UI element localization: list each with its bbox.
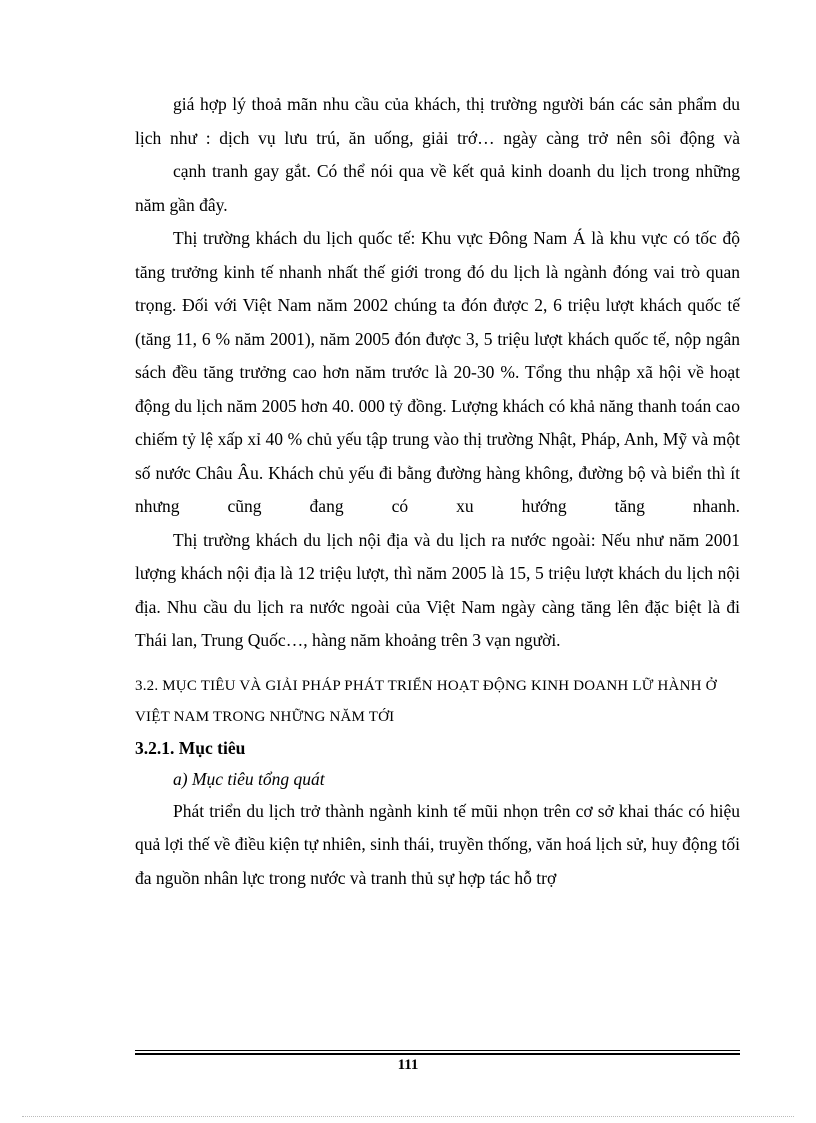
page-number: 111 <box>397 1057 419 1073</box>
subsection-heading: 3.2.1. Mục tiêu <box>135 737 246 758</box>
page-content <box>135 88 740 895</box>
paragraph-4: Phát triển du lịch trở thành ngành kinh tế mũi nhọn trên cơ sở khai thác có hiệu quả lợi thế về điều kiện tự nhiên, sinh thái, truyền thống, văn hoá lịch sử, huy động tối đa nguồn nhân lực trong nước và tranh thủ sự hợp tác hỗ trợ <box>135 800 740 888</box>
footer-rule-thick <box>135 1053 740 1055</box>
paragraph-1a: giá hợp lý thoả mãn nhu cầu của khách, thị trường người bán các sản phẩm du lịch như : dịch vụ lưu trú, ăn uống, giải trớ… ngày càng trở nên sôi động và <box>135 94 740 148</box>
paragraph-2: Thị trường khách du lịch quốc tế: Khu vực Đông Nam Á là khu vực có tốc độ tăng trưởng kinh tế nhanh nhất thế giới trong đó du lịch là ngành đóng vai trò quan trọng. Đối với Việt Nam năm 2002 chúng ta đón được 2, 6 triệu lượt khách quốc tế (tăng 11, 6 % năm 2001), năm 2005 đón được 3, 5 triệu lượt khách quốc tế, nộp ngân sách đều tăng trưởng cao hơn năm trước là 20-30 %. Tổng thu nhập xã hội về hoạt động du lịch năm 2005 hơn 40. 000 tỷ đồng. Lượng khách có khả năng thanh toán cao chiếm tỷ lệ xấp xỉ 40 % chủ yếu tập trung vào thị trường Nhật, Pháp, Anh, Mỹ và một số nước Châu Âu. Khách chủ yếu đi bằng đường hàng không, đường bộ và biển thì ít nhưng cũng đang có xu hướng tăng nhanh. <box>135 228 740 516</box>
paragraph-3: Thị trường khách du lịch nội địa và du lịch ra nước ngoài: Nếu như năm 2001 lượng khách nội địa là 12 triệu lượt, thì năm 2005 là 15, 5 triệu lượt khách du lịch nội địa. Nhu cầu du lịch ra nước ngoài của Việt Nam ngày càng tăng lên đặc biệt là đi Thái lan, Trung Quốc…, hàng năm khoảng trên 3 vạn người. <box>135 529 740 650</box>
section-heading: 3.2. MỤC TIÊU VÀ GIẢI PHÁP PHÁT TRIỂN HOẠT ĐỘNG KINH DOANH LỮ HÀNH Ở VIỆT NAM TRONG NHỮNG NĂM TỚI <box>135 677 717 725</box>
sub-item-heading: a) Mục tiêu tổng quát <box>173 768 325 789</box>
paragraph-1b: cạnh tranh gay gắt. Có thể nói qua về kết quả kinh doanh du lịch trong những năm gần đây. <box>135 161 740 215</box>
page-bottom-divider <box>22 1116 794 1117</box>
footer-rule-thin <box>135 1050 740 1051</box>
